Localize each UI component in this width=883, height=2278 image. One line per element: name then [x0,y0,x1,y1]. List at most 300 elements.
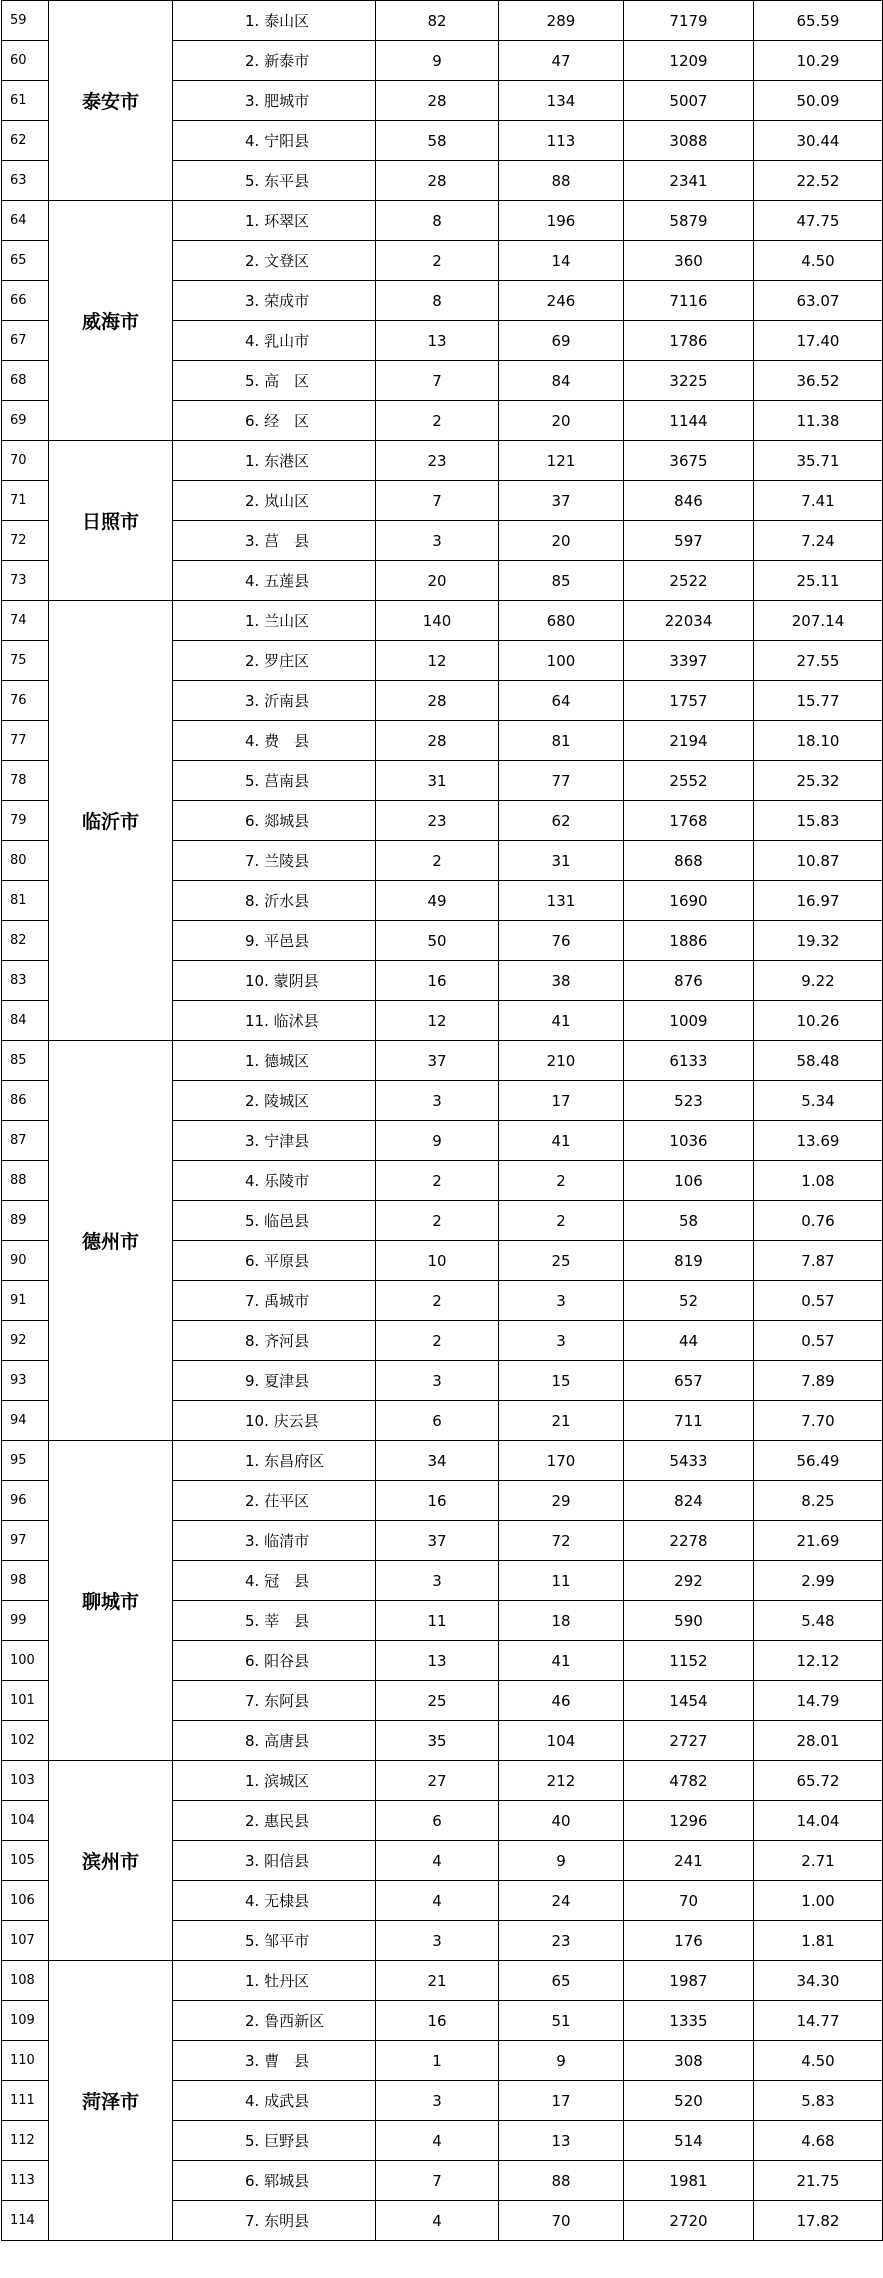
value-col-2: 2 [499,1161,624,1201]
value-col-1: 2 [376,1161,499,1201]
row-number: 65 [2,241,49,281]
row-number: 89 [2,1201,49,1241]
value-col-2: 85 [499,561,624,601]
value-col-3: 4782 [624,1761,754,1801]
table-row [2,1,883,41]
county-name: 1. 东昌府区 [173,1441,376,1481]
value-col-3: 1757 [624,681,754,721]
table-body [2,1,883,2241]
county-name: 8. 齐河县 [173,1321,376,1361]
value-col-4: 14.04 [754,1801,883,1841]
value-col-4: 35.71 [754,441,883,481]
value-col-2: 20 [499,401,624,441]
value-col-3: 2552 [624,761,754,801]
value-col-1: 21 [376,1961,499,2001]
value-col-2: 3 [499,1321,624,1361]
value-col-4: 16.97 [754,881,883,921]
row-number: 109 [2,2001,49,2041]
row-number: 60 [2,41,49,81]
value-col-4: 0.57 [754,1281,883,1321]
value-col-2: 31 [499,841,624,881]
value-col-3: 292 [624,1561,754,1601]
county-name: 3. 宁津县 [173,1121,376,1161]
county-name: 2. 岚山区 [173,481,376,521]
row-number: 86 [2,1081,49,1121]
value-col-2: 70 [499,2201,624,2241]
value-col-1: 20 [376,561,499,601]
value-col-3: 3088 [624,121,754,161]
city-name: 临沂市 [49,601,173,1041]
value-col-2: 69 [499,321,624,361]
value-col-3: 1335 [624,2001,754,2041]
value-col-3: 868 [624,841,754,881]
value-col-1: 23 [376,441,499,481]
row-number: 87 [2,1121,49,1161]
city-name: 日照市 [49,441,173,601]
value-col-3: 5879 [624,201,754,241]
value-col-4: 7.24 [754,521,883,561]
value-col-1: 16 [376,2001,499,2041]
value-col-4: 15.77 [754,681,883,721]
value-col-3: 2341 [624,161,754,201]
value-col-2: 15 [499,1361,624,1401]
row-number: 113 [2,2161,49,2201]
city-name: 菏泽市 [49,1961,173,2241]
row-number: 73 [2,561,49,601]
value-col-3: 1296 [624,1801,754,1841]
county-name: 5. 莘 县 [173,1601,376,1641]
value-col-1: 28 [376,681,499,721]
row-number: 107 [2,1921,49,1961]
value-col-4: 0.57 [754,1321,883,1361]
row-number: 66 [2,281,49,321]
row-number: 74 [2,601,49,641]
value-col-1: 27 [376,1761,499,1801]
value-col-3: 819 [624,1241,754,1281]
value-col-4: 7.70 [754,1401,883,1441]
value-col-1: 8 [376,281,499,321]
value-col-2: 121 [499,441,624,481]
row-number: 64 [2,201,49,241]
value-col-2: 21 [499,1401,624,1441]
value-col-1: 6 [376,1401,499,1441]
row-number: 82 [2,921,49,961]
county-name: 2. 新泰市 [173,41,376,81]
county-name: 3. 阳信县 [173,1841,376,1881]
row-number: 90 [2,1241,49,1281]
row-number: 100 [2,1641,49,1681]
value-col-2: 17 [499,2081,624,2121]
value-col-1: 6 [376,1801,499,1841]
value-col-3: 7116 [624,281,754,321]
value-col-3: 523 [624,1081,754,1121]
value-col-4: 2.99 [754,1561,883,1601]
value-col-4: 8.25 [754,1481,883,1521]
value-col-1: 3 [376,1361,499,1401]
value-col-3: 3225 [624,361,754,401]
value-col-3: 176 [624,1921,754,1961]
value-col-1: 3 [376,1561,499,1601]
value-col-3: 590 [624,1601,754,1641]
row-number: 108 [2,1961,49,2001]
table-row [2,441,883,481]
value-col-3: 1209 [624,41,754,81]
county-name: 9. 平邑县 [173,921,376,961]
value-col-1: 31 [376,761,499,801]
row-number: 99 [2,1601,49,1641]
county-name: 1. 兰山区 [173,601,376,641]
value-col-1: 4 [376,1881,499,1921]
value-col-3: 1981 [624,2161,754,2201]
value-col-4: 12.12 [754,1641,883,1681]
value-col-4: 1.08 [754,1161,883,1201]
value-col-1: 4 [376,1841,499,1881]
value-col-1: 82 [376,1,499,41]
value-col-2: 196 [499,201,624,241]
county-name: 7. 兰陵县 [173,841,376,881]
county-name: 5. 巨野县 [173,2121,376,2161]
value-col-2: 3 [499,1281,624,1321]
value-col-4: 25.11 [754,561,883,601]
county-name: 4. 成武县 [173,2081,376,2121]
row-number: 102 [2,1721,49,1761]
value-col-1: 16 [376,961,499,1001]
value-col-4: 19.32 [754,921,883,961]
value-col-1: 37 [376,1041,499,1081]
county-name: 2. 鲁西新区 [173,2001,376,2041]
county-name: 11. 临沭县 [173,1001,376,1041]
row-number: 97 [2,1521,49,1561]
value-col-3: 711 [624,1401,754,1441]
value-col-2: 131 [499,881,624,921]
row-number: 94 [2,1401,49,1441]
value-col-1: 13 [376,321,499,361]
value-col-4: 10.26 [754,1001,883,1041]
value-col-3: 308 [624,2041,754,2081]
county-name: 4. 费 县 [173,721,376,761]
value-col-3: 1152 [624,1641,754,1681]
value-col-2: 104 [499,1721,624,1761]
row-number: 59 [2,1,49,41]
value-col-1: 28 [376,81,499,121]
county-name: 4. 乳山市 [173,321,376,361]
value-col-4: 14.77 [754,2001,883,2041]
city-name: 聊城市 [49,1441,173,1761]
table-row [2,1441,883,1481]
value-col-2: 25 [499,1241,624,1281]
row-number: 62 [2,121,49,161]
value-col-1: 3 [376,521,499,561]
value-col-3: 7179 [624,1,754,41]
county-name: 10. 庆云县 [173,1401,376,1441]
county-name: 4. 五莲县 [173,561,376,601]
county-name: 5. 临邑县 [173,1201,376,1241]
value-col-2: 23 [499,1921,624,1961]
value-col-4: 5.83 [754,2081,883,2121]
county-name: 4. 宁阳县 [173,121,376,161]
value-col-1: 8 [376,201,499,241]
value-col-2: 210 [499,1041,624,1081]
value-col-3: 1886 [624,921,754,961]
value-col-2: 88 [499,161,624,201]
row-number: 76 [2,681,49,721]
county-name: 3. 荣成市 [173,281,376,321]
value-col-3: 1987 [624,1961,754,2001]
value-col-2: 13 [499,2121,624,2161]
city-name: 德州市 [49,1041,173,1441]
value-col-4: 10.87 [754,841,883,881]
value-col-2: 14 [499,241,624,281]
value-col-2: 246 [499,281,624,321]
value-col-4: 65.72 [754,1761,883,1801]
county-name: 3. 沂南县 [173,681,376,721]
county-name: 9. 夏津县 [173,1361,376,1401]
county-name: 4. 无棣县 [173,1881,376,1921]
value-col-1: 2 [376,1281,499,1321]
value-col-3: 1786 [624,321,754,361]
value-col-3: 241 [624,1841,754,1881]
value-col-2: 41 [499,1001,624,1041]
row-number: 63 [2,161,49,201]
value-col-4: 63.07 [754,281,883,321]
value-col-1: 50 [376,921,499,961]
value-col-1: 23 [376,801,499,841]
row-number: 79 [2,801,49,841]
county-name: 6. 郓城县 [173,2161,376,2201]
value-col-3: 2194 [624,721,754,761]
county-name: 3. 曹 县 [173,2041,376,2081]
county-name: 3. 莒 县 [173,521,376,561]
row-number: 101 [2,1681,49,1721]
value-col-4: 0.76 [754,1201,883,1241]
row-number: 77 [2,721,49,761]
value-col-2: 41 [499,1641,624,1681]
value-col-4: 50.09 [754,81,883,121]
value-col-2: 47 [499,41,624,81]
value-col-4: 34.30 [754,1961,883,2001]
value-col-1: 2 [376,241,499,281]
value-col-3: 3675 [624,441,754,481]
value-col-4: 4.50 [754,2041,883,2081]
value-col-3: 1009 [624,1001,754,1041]
value-col-1: 16 [376,1481,499,1521]
value-col-1: 13 [376,1641,499,1681]
value-col-2: 46 [499,1681,624,1721]
county-name: 7. 东明县 [173,2201,376,2241]
value-col-1: 3 [376,1921,499,1961]
value-col-2: 64 [499,681,624,721]
value-col-2: 29 [499,1481,624,1521]
value-col-1: 4 [376,2121,499,2161]
value-col-1: 140 [376,601,499,641]
county-name: 1. 牡丹区 [173,1961,376,2001]
value-col-2: 9 [499,2041,624,2081]
value-col-1: 10 [376,1241,499,1281]
value-col-3: 360 [624,241,754,281]
row-number: 84 [2,1001,49,1041]
value-col-4: 7.41 [754,481,883,521]
value-col-1: 37 [376,1521,499,1561]
county-name: 6. 郯城县 [173,801,376,841]
value-col-2: 100 [499,641,624,681]
value-col-4: 21.75 [754,2161,883,2201]
value-col-3: 876 [624,961,754,1001]
value-col-3: 58 [624,1201,754,1241]
row-number: 61 [2,81,49,121]
county-name: 1. 环翠区 [173,201,376,241]
table-row [2,201,883,241]
county-name: 6. 平原县 [173,1241,376,1281]
value-col-4: 5.48 [754,1601,883,1641]
value-col-2: 289 [499,1,624,41]
value-col-1: 7 [376,2161,499,2201]
value-col-4: 22.52 [754,161,883,201]
value-col-4: 1.00 [754,1881,883,1921]
value-col-4: 17.40 [754,321,883,361]
value-col-2: 51 [499,2001,624,2041]
row-number: 110 [2,2041,49,2081]
value-col-3: 106 [624,1161,754,1201]
county-name: 7. 禹城市 [173,1281,376,1321]
value-col-1: 9 [376,41,499,81]
row-number: 67 [2,321,49,361]
row-number: 95 [2,1441,49,1481]
city-name: 滨州市 [49,1761,173,1961]
value-col-3: 1690 [624,881,754,921]
county-name: 1. 滨城区 [173,1761,376,1801]
value-col-2: 24 [499,1881,624,1921]
row-number: 111 [2,2081,49,2121]
county-name: 6. 阳谷县 [173,1641,376,1681]
value-col-4: 17.82 [754,2201,883,2241]
value-col-4: 28.01 [754,1721,883,1761]
value-col-3: 514 [624,2121,754,2161]
value-col-2: 170 [499,1441,624,1481]
table-row [2,601,883,641]
county-name: 3. 临清市 [173,1521,376,1561]
value-col-1: 2 [376,841,499,881]
value-col-4: 27.55 [754,641,883,681]
row-number: 70 [2,441,49,481]
row-number: 104 [2,1801,49,1841]
value-col-1: 25 [376,1681,499,1721]
value-col-4: 1.81 [754,1921,883,1961]
row-number: 114 [2,2201,49,2241]
value-col-4: 25.32 [754,761,883,801]
value-col-2: 38 [499,961,624,1001]
value-col-4: 5.34 [754,1081,883,1121]
value-col-2: 77 [499,761,624,801]
county-name: 4. 乐陵市 [173,1161,376,1201]
county-name: 4. 冠 县 [173,1561,376,1601]
row-number: 71 [2,481,49,521]
value-col-4: 4.68 [754,2121,883,2161]
value-col-1: 7 [376,361,499,401]
county-name: 8. 高唐县 [173,1721,376,1761]
county-name: 8. 沂水县 [173,881,376,921]
value-col-2: 18 [499,1601,624,1641]
county-name: 2. 文登区 [173,241,376,281]
row-number: 93 [2,1361,49,1401]
value-col-3: 846 [624,481,754,521]
value-col-3: 44 [624,1321,754,1361]
value-col-2: 76 [499,921,624,961]
row-number: 98 [2,1561,49,1601]
value-col-3: 657 [624,1361,754,1401]
county-data-table [1,0,883,2241]
value-col-2: 65 [499,1961,624,2001]
county-name: 7. 东阿县 [173,1681,376,1721]
county-name: 10. 蒙阴县 [173,961,376,1001]
value-col-3: 5433 [624,1441,754,1481]
county-name: 1. 东港区 [173,441,376,481]
value-col-2: 11 [499,1561,624,1601]
value-col-1: 12 [376,1001,499,1041]
value-col-3: 6133 [624,1041,754,1081]
value-col-4: 65.59 [754,1,883,41]
county-name: 2. 茌平区 [173,1481,376,1521]
row-number: 105 [2,1841,49,1881]
value-col-3: 2720 [624,2201,754,2241]
value-col-2: 84 [499,361,624,401]
city-name: 泰安市 [49,1,173,201]
value-col-4: 2.71 [754,1841,883,1881]
value-col-1: 34 [376,1441,499,1481]
county-name: 5. 高 区 [173,361,376,401]
table-row [2,1761,883,1801]
row-number: 80 [2,841,49,881]
value-col-4: 207.14 [754,601,883,641]
value-col-1: 3 [376,1081,499,1121]
value-col-1: 28 [376,721,499,761]
value-col-3: 2278 [624,1521,754,1561]
value-col-4: 30.44 [754,121,883,161]
value-col-4: 58.48 [754,1041,883,1081]
value-col-1: 9 [376,1121,499,1161]
value-col-2: 88 [499,2161,624,2201]
value-col-2: 2 [499,1201,624,1241]
row-number: 69 [2,401,49,441]
row-number: 68 [2,361,49,401]
row-number: 91 [2,1281,49,1321]
value-col-1: 2 [376,1201,499,1241]
value-col-1: 49 [376,881,499,921]
value-col-4: 21.69 [754,1521,883,1561]
value-col-3: 22034 [624,601,754,641]
row-number: 92 [2,1321,49,1361]
value-col-4: 36.52 [754,361,883,401]
table-row [2,1041,883,1081]
value-col-3: 824 [624,1481,754,1521]
value-col-3: 52 [624,1281,754,1321]
value-col-3: 3397 [624,641,754,681]
value-col-3: 520 [624,2081,754,2121]
county-name: 3. 肥城市 [173,81,376,121]
value-col-2: 37 [499,481,624,521]
row-number: 81 [2,881,49,921]
value-col-1: 3 [376,2081,499,2121]
row-number: 88 [2,1161,49,1201]
value-col-2: 81 [499,721,624,761]
value-col-3: 2727 [624,1721,754,1761]
value-col-3: 1768 [624,801,754,841]
row-number: 78 [2,761,49,801]
value-col-2: 17 [499,1081,624,1121]
county-name: 5. 莒南县 [173,761,376,801]
county-name: 2. 陵城区 [173,1081,376,1121]
value-col-3: 1454 [624,1681,754,1721]
value-col-4: 56.49 [754,1441,883,1481]
